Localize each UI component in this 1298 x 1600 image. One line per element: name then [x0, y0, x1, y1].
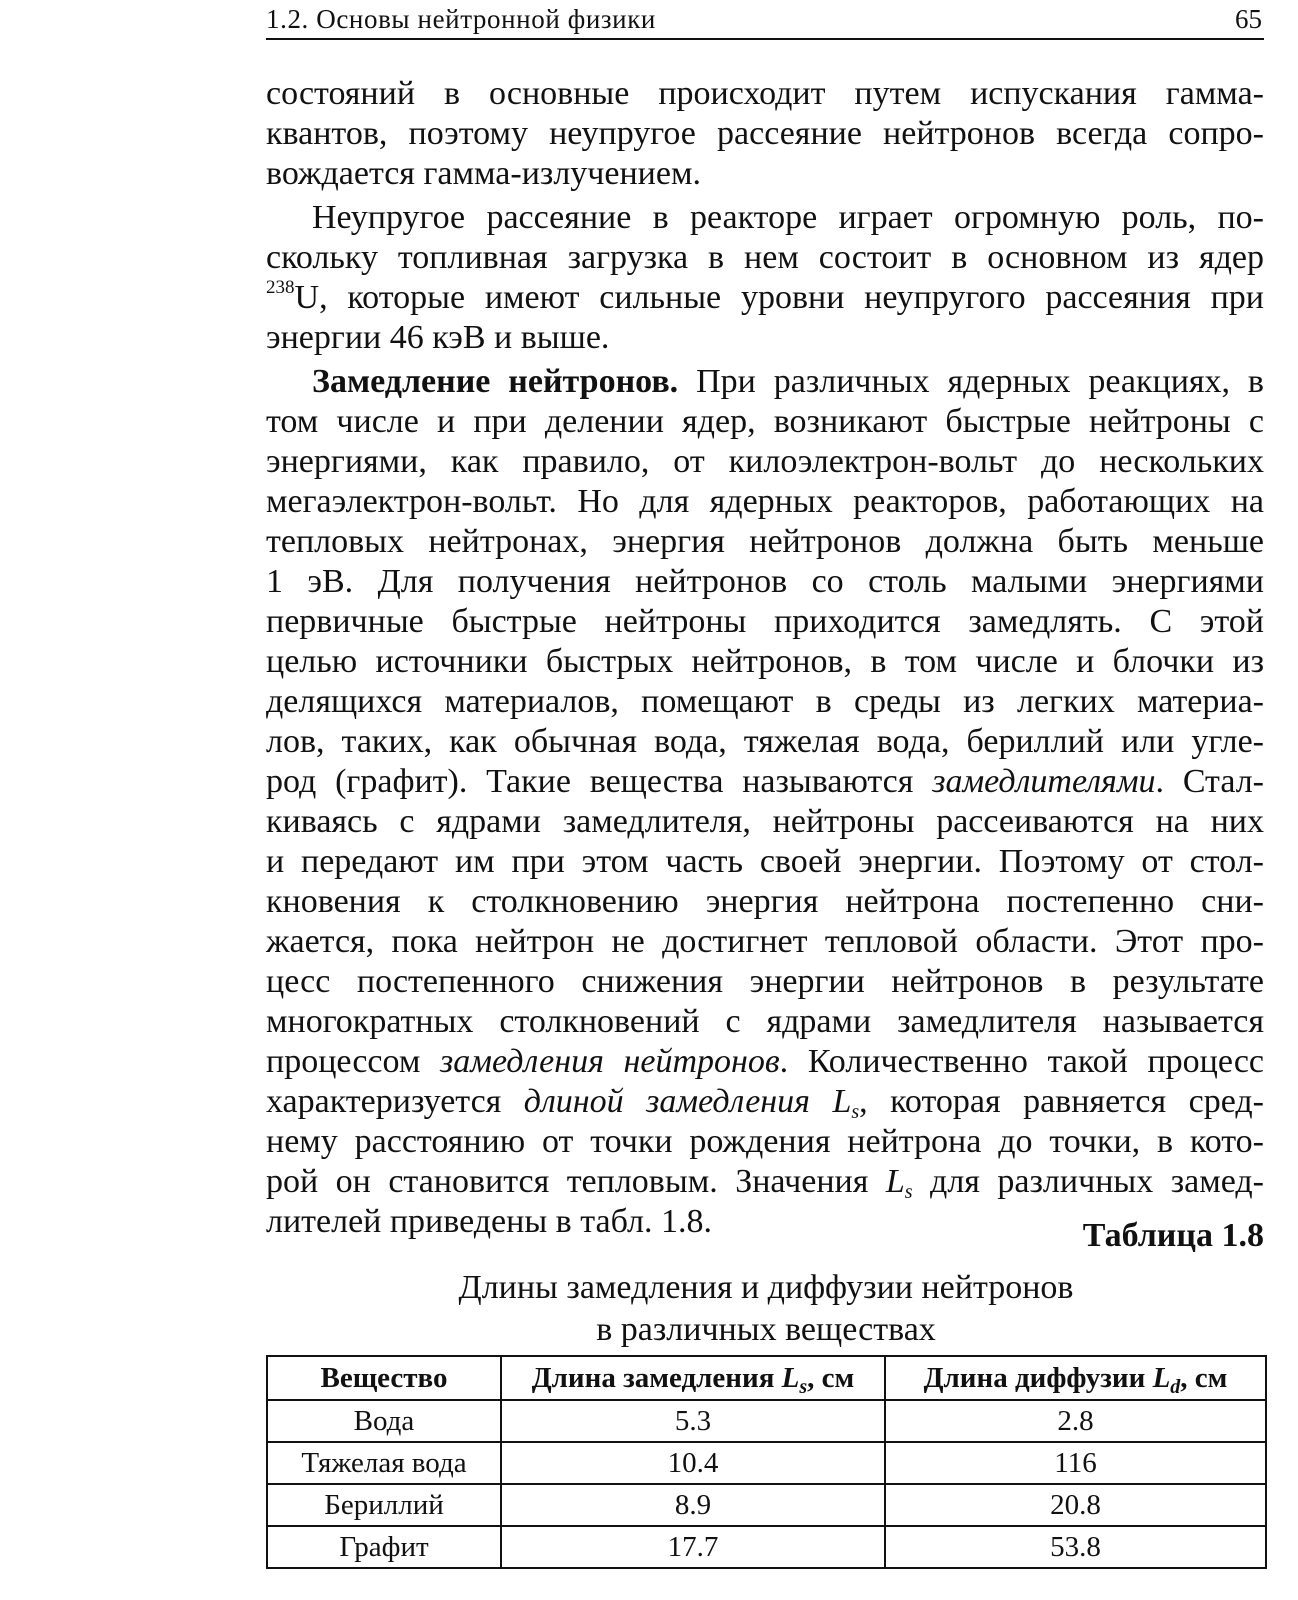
- text-line: квантов, поэтому неупругое рассеяние нейтронов всегда сопро-: [266, 115, 1264, 152]
- page-number: 65: [1235, 4, 1262, 34]
- table-row: [267, 1400, 1266, 1442]
- column-header-diffusion-length: Длина диффузии $L_d$, см: [885, 1356, 1266, 1400]
- text-line: [266, 278, 1264, 318]
- text-fragment: рой он становится тепловым. Значения: [266, 1163, 886, 1200]
- cell-slowing-length: 10.4: [501, 1442, 885, 1484]
- text-line: многократных столкновений с ядрами замедлителя называется: [266, 1003, 1264, 1040]
- table-caption: Длины замедления и диффузии нейтронов: [458, 1269, 1074, 1306]
- text-line: скольку топливная загрузка в нем состоит в основном из ядер: [266, 239, 1264, 276]
- text-line: первичные быстрые нейтроны приходится замедлять. С этой: [266, 603, 1264, 640]
- table-label: Таблица 1.8: [1082, 1217, 1264, 1254]
- paragraph-1: [266, 74, 1264, 194]
- text-fragment: , которая равняется сред-: [859, 1083, 1264, 1120]
- body-text: [266, 74, 1264, 1242]
- cell-substance: Тяжелая вода: [267, 1442, 501, 1484]
- text-line: киваясь с ядрами замедлителя, нейтроны рассеиваются на них: [266, 803, 1264, 840]
- column-header-substance: Вещество: [267, 1356, 501, 1400]
- text-line: том числе и при делении ядер, возникают быстрые нейтроны с: [266, 403, 1264, 440]
- column-header-slowing-length: Длина замедления $L_s$, см: [501, 1356, 885, 1400]
- text-line: лов, таких, как обычная вода, тяжелая вода, бериллий или угле-: [266, 723, 1264, 760]
- text-line: энергиями, как правило, от килоэлектрон-вольт до нескольких: [266, 443, 1264, 480]
- running-title: 1.2. Основы нейтронной физики: [266, 4, 656, 34]
- text-line: состояний в основные происходит путем испускания гамма-: [266, 75, 1264, 112]
- table-header-row: [267, 1356, 1266, 1400]
- page-header: [266, 2, 1264, 40]
- table-row: [267, 1484, 1266, 1526]
- text-line: делящихся материалов, помещают в среды из легких материа-: [266, 683, 1264, 720]
- term-moderators: замедлителями: [932, 763, 1156, 800]
- text-line: энергии 46 кэВ и выше.: [266, 319, 610, 356]
- text-line: тепловых нейтронах, энергия нейтронов должна быть меньше: [266, 523, 1264, 560]
- table-caption: в различных веществах: [596, 1311, 936, 1348]
- symbol-subscript-s: s: [851, 1101, 860, 1123]
- text-line: [266, 362, 1264, 402]
- text-line: [266, 1162, 1264, 1202]
- cell-slowing-length: 8.9: [501, 1484, 885, 1526]
- cell-slowing-length: 5.3: [501, 1400, 885, 1442]
- symbol-subscript-s: s: [904, 1181, 913, 1203]
- table-row: [267, 1442, 1266, 1484]
- symbol-L: L: [885, 1163, 905, 1200]
- text-fragment: При различных ядерных реакциях, в: [678, 363, 1264, 400]
- text-line: кновения к столкновению энергия нейтрона постепенно сни-: [266, 883, 1264, 920]
- text-fragment: . Количественно такой процесс: [779, 1043, 1264, 1080]
- text-line: жается, пока нейтрон не достигнет тепловой области. Этот про-: [266, 923, 1264, 960]
- text-fragment: процессом: [266, 1043, 441, 1080]
- text-fragment: . Стал-: [1155, 763, 1264, 800]
- text-line: лителей приведены в табл. 1.8.: [266, 1203, 713, 1240]
- text-line: цесс постепенного снижения энергии нейтронов в результате: [266, 963, 1264, 1000]
- cell-diffusion-length: 116: [885, 1442, 1266, 1484]
- text-line: Неупругое рассеяние в реакторе играет огромную роль, по-: [312, 199, 1264, 236]
- symbol-L: L: [832, 1083, 852, 1120]
- paragraph-3: [266, 362, 1264, 1242]
- text-fragment: характеризуется: [266, 1083, 524, 1120]
- text-fragment: род (графит). Такие вещества называются: [266, 763, 933, 800]
- cell-diffusion-length: 20.8: [885, 1484, 1266, 1526]
- data-table: [266, 1355, 1267, 1569]
- cell-slowing-length: 17.7: [501, 1526, 885, 1568]
- isotope-mass-number: 238: [266, 277, 295, 298]
- text-line: [266, 762, 1264, 802]
- cell-diffusion-length: 53.8: [885, 1526, 1266, 1568]
- table-row: [267, 1526, 1266, 1568]
- section-heading: Замедление нейтронов.: [312, 363, 679, 400]
- cell-substance: Графит: [267, 1526, 501, 1568]
- text-fragment: , которые имеют сильные уровни неупругого рассеяния при: [319, 279, 1264, 316]
- text-line: целью источники быстрых нейтронов, в том числе и блочки из: [266, 643, 1264, 680]
- text-line: 1 эВ. Для получения нейтронов со столь малыми энергиями: [266, 563, 1264, 600]
- text-fragment: для различных замед-: [912, 1163, 1264, 1200]
- term-slowing-length: длиной замедления: [523, 1083, 810, 1120]
- paragraph-2: [266, 198, 1264, 358]
- cell-substance: Бериллий: [267, 1484, 501, 1526]
- cell-substance: Вода: [267, 1400, 501, 1442]
- text-line: [266, 1082, 1264, 1122]
- text-line: мегаэлектрон-вольт. Но для ядерных реакторов, работающих на: [266, 483, 1264, 520]
- cell-diffusion-length: 2.8: [885, 1400, 1266, 1442]
- term-slowing-down: замедления нейтронов: [440, 1043, 780, 1080]
- text-line: и передают им при этом часть своей энергии. Поэтому от стол-: [266, 843, 1264, 880]
- text-line: нему расстоянию от точки рождения нейтрона до точки, в кото-: [266, 1123, 1264, 1160]
- isotope-symbol: U: [294, 279, 320, 316]
- text-line: [266, 1042, 1264, 1082]
- text-line: вождается гамма-излучением.: [266, 155, 701, 192]
